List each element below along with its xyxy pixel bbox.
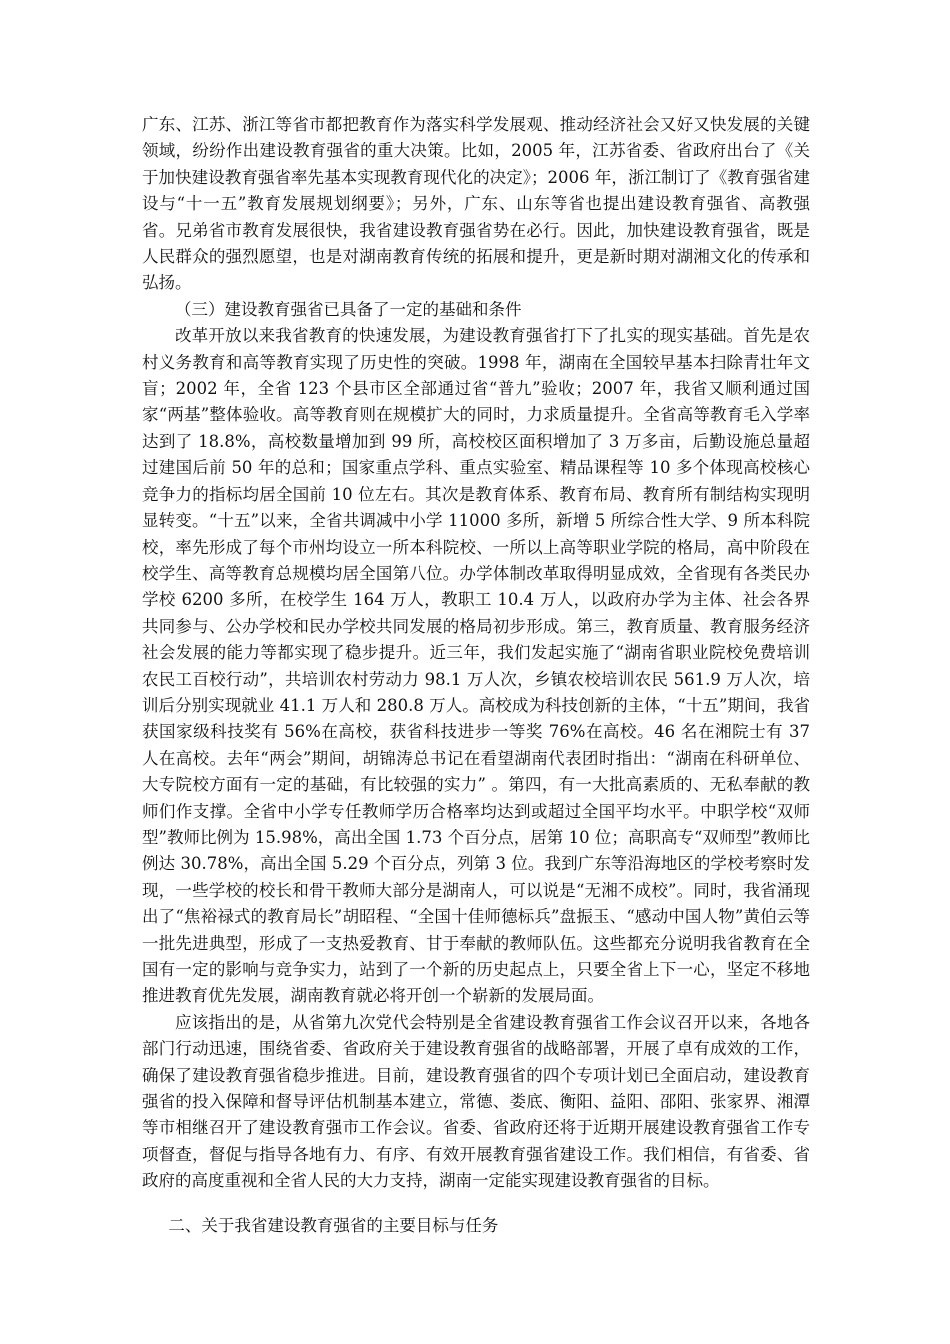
document-body	[142, 112, 810, 1239]
section-heading-goals-tasks: 二、关于我省建设教育强省的主要目标与任务	[168, 1215, 499, 1235]
paragraph-continued: 广东、江苏、浙江等省市都把教育作为落实科学发展观、推动经济社会又好又快发展的关键领域，纷纷作出建设教育强省的重大决策。比如，2005 年，江苏省委、省政府出台了《关于加快建设教育强省率先基本实现教育现代化的决定》；2006 年，浙江制订了《教育强省建设与“十一五”教育发展规划纲要》；另外，广东、山东等省也提出建设教育强省、高教强省。兄弟省市教育发展很快，我省建设教育强省势在必行。因此，加快建设教育强省，既是人民群众的强烈愿望，也是对湖南教育传统的拓展和提升，更是新时期对湖湘文化的传承和弘扬。	[142, 115, 810, 293]
paragraph-reform-achievements: 改革开放以来我省教育的快速发展，为建设教育强省打下了扎实的现实基础。首先是农村义务教育和高等教育实现了历史性的突破。1998 年，湖南在全国较早基本扫除青壮年文盲；2002 年，全省 123 个县市区全部通过省“普九”验收；2007 年，我省又顺利通过国家“两基”整体验收。高等教育则在规模扩大的同时，力求质量提升。全省高等教育毛入学率达到了 18.8%，高校数量增加到 99 所，高校校区面积增加了 3 万多亩，后勤设施总量超过建国后前 50 年的总和；国家重点学科、重点实验室、精品课程等 10 多个体现高校核心竞争力的指标均居全国前 10 位左右。其次是教育体系、教育布局、教育所有制结构实现明显转变。“十五”以来，全省共调减中小学 11000 多所，新增 5 所综合性大学、9 所本科院校，率先形成了每个市州均设立一所本科院校、一所以上高等职业学院的格局，高中阶段在校学生、高等教育总规模均居全国第八位。办学体制改革取得明显成效，全省现有各类民办学校 6200 多所，在校学生 164 万人，教职工 10.4 万人，以政府办学为主体、社会各界共同参与、公办学校和民办学校共同发展的格局初步形成。第三，教育质量、教育服务经济社会发展的能力等都实现了稳步提升。近三年，我们发起实施了“湖南省职业院校免费培训农民工百校行动”，共培训农村劳动力 98.1 万人次，乡镇农校培训农民 561.9 万人次，培训后分别实现就业 41.1 万人和 280.8 万人。高校成为科技创新的主体，“十五”期间，我省获国家级科技奖有 56%在高校，获省科技进步一等奖 76%在高校。46 名在湘院士有 37 人在高校。去年“两会”期间，胡锦涛总书记在看望湖南代表团时指出：“湖南在科研单位、大专院校方面有一定的基础，有比较强的实力” 。第四，有一大批高素质的、无私奉献的教师们作支撑。全省中小学专任教师学历合格率均达到或超过全国平均水平。中职学校“双师型”教师比例为 15.98%，高出全国 1.73 个百分点，居第 10 位；高职高专“双师型”教师比例达 30.78%，高出全国 5.29 个百分点，列第 3 位。我到广东等沿海地区的学校考察时发现，一些学校的校长和骨干教师大部分是湖南人，可以说是“无湘不成校”。同时，我省涌现出了“焦裕禄式的教育局长”胡昭程、“全国十佳师德标兵”盘振玉、“感动中国人物”黄伯云等一批先进典型，形成了一支热爱教育、甘于奉献的教师队伍。这些都充分说明我省教育在全国有一定的影响与竞争实力，站到了一个新的历史起点上，只要全省上下一心，坚定不移地推进教育优先发展，湖南教育就必将开创一个崭新的发展局面。	[142, 326, 810, 1006]
paragraph-progress-since-congress: 应该指出的是，从省第九次党代会特别是全省建设教育强省工作会议召开以来，各地各部门行动迅速，围绕省委、省政府关于建设教育强省的战略部署，开展了卓有成效的工作，确保了建设教育强省稳步推进。目前，建设教育强省的四个专项计划已全面启动，建设教育强省的投入保障和督导评估机制基本建立，常德、娄底、衡阳、益阳、邵阳、张家界、湘潭等市相继召开了建设教育强市工作会议。省委、省政府还将于近期开展建设教育强省工作专项督查，督促与指导各地有力、有序、有效开展教育强省建设工作。我们相信，有省委、省政府的高度重视和全省人民的大力支持，湖南一定能实现建设教育强省的目标。	[142, 1012, 810, 1191]
subheading-foundation-conditions: （三）建设教育强省已具备了一定的基础和条件	[175, 299, 522, 319]
